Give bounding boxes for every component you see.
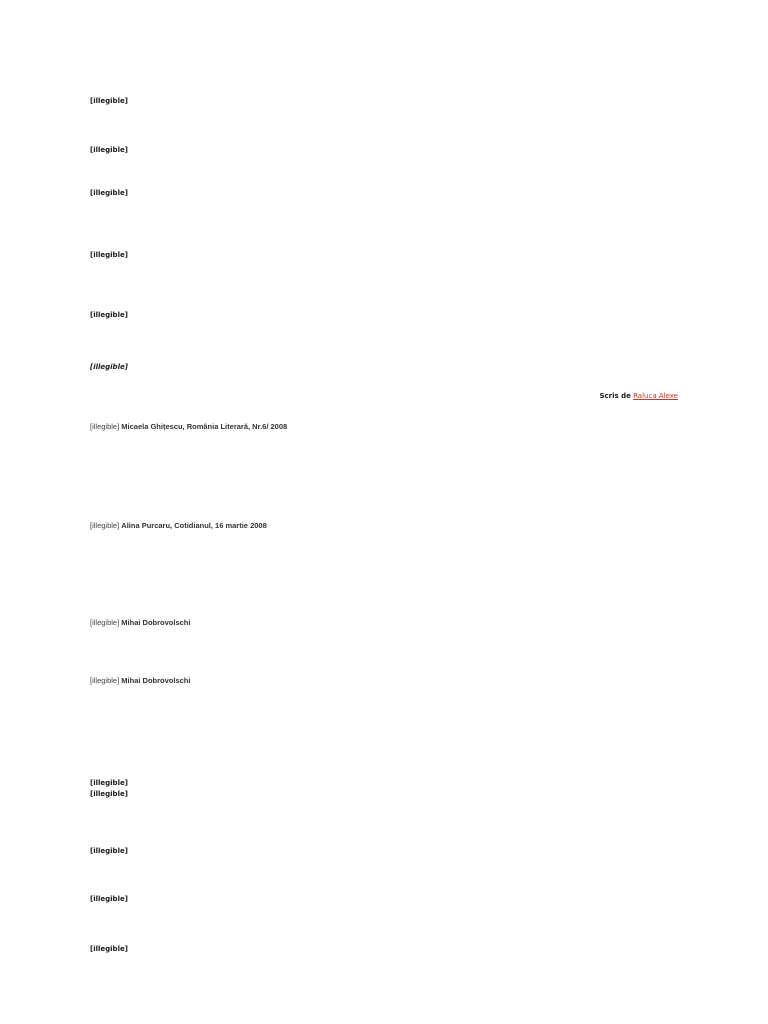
- author-link[interactable]: Raluca Alexe: [633, 392, 678, 400]
- footer-paragraph-4: [illegible]: [90, 945, 128, 953]
- review-4-text: [illegible]: [90, 676, 120, 685]
- intro-paragraph-4: [illegible]: [90, 251, 128, 259]
- intro-paragraph-3: [illegible]: [90, 189, 128, 197]
- review-3-text: [illegible]: [90, 618, 120, 627]
- review-4-source: Mihai Dobrovolschi: [121, 676, 191, 685]
- footer-section: [90, 778, 678, 800]
- intro-quote: [illegible]: [90, 363, 128, 371]
- review-2: [90, 521, 678, 532]
- footer-heading: [illegible]: [90, 779, 128, 787]
- intro-paragraph-2: [illegible]: [90, 146, 128, 154]
- review-4: [90, 676, 678, 687]
- footer-paragraph-1: [illegible]: [90, 790, 128, 798]
- footer-paragraph-2: [illegible]: [90, 847, 128, 855]
- footer-paragraph-3: [illegible]: [90, 895, 128, 903]
- review-3-source: Mihai Dobrovolschi: [121, 618, 191, 627]
- byline: [599, 392, 678, 400]
- review-1-source: Micaela Ghițescu, România Literară, Nr.6/ 2008: [121, 422, 288, 431]
- review-2-text: [illegible]: [90, 521, 120, 530]
- review-3: [90, 618, 678, 629]
- review-1-text: [illegible]: [90, 422, 120, 431]
- review-1: [90, 422, 678, 433]
- intro-paragraph-1: [illegible]: [90, 97, 128, 105]
- byline-prefix: Scris de: [599, 392, 631, 400]
- intro-paragraph-5: [illegible]: [90, 311, 128, 319]
- review-2-source: Alina Purcaru, Cotidianul, 16 martie 2008: [121, 521, 267, 530]
